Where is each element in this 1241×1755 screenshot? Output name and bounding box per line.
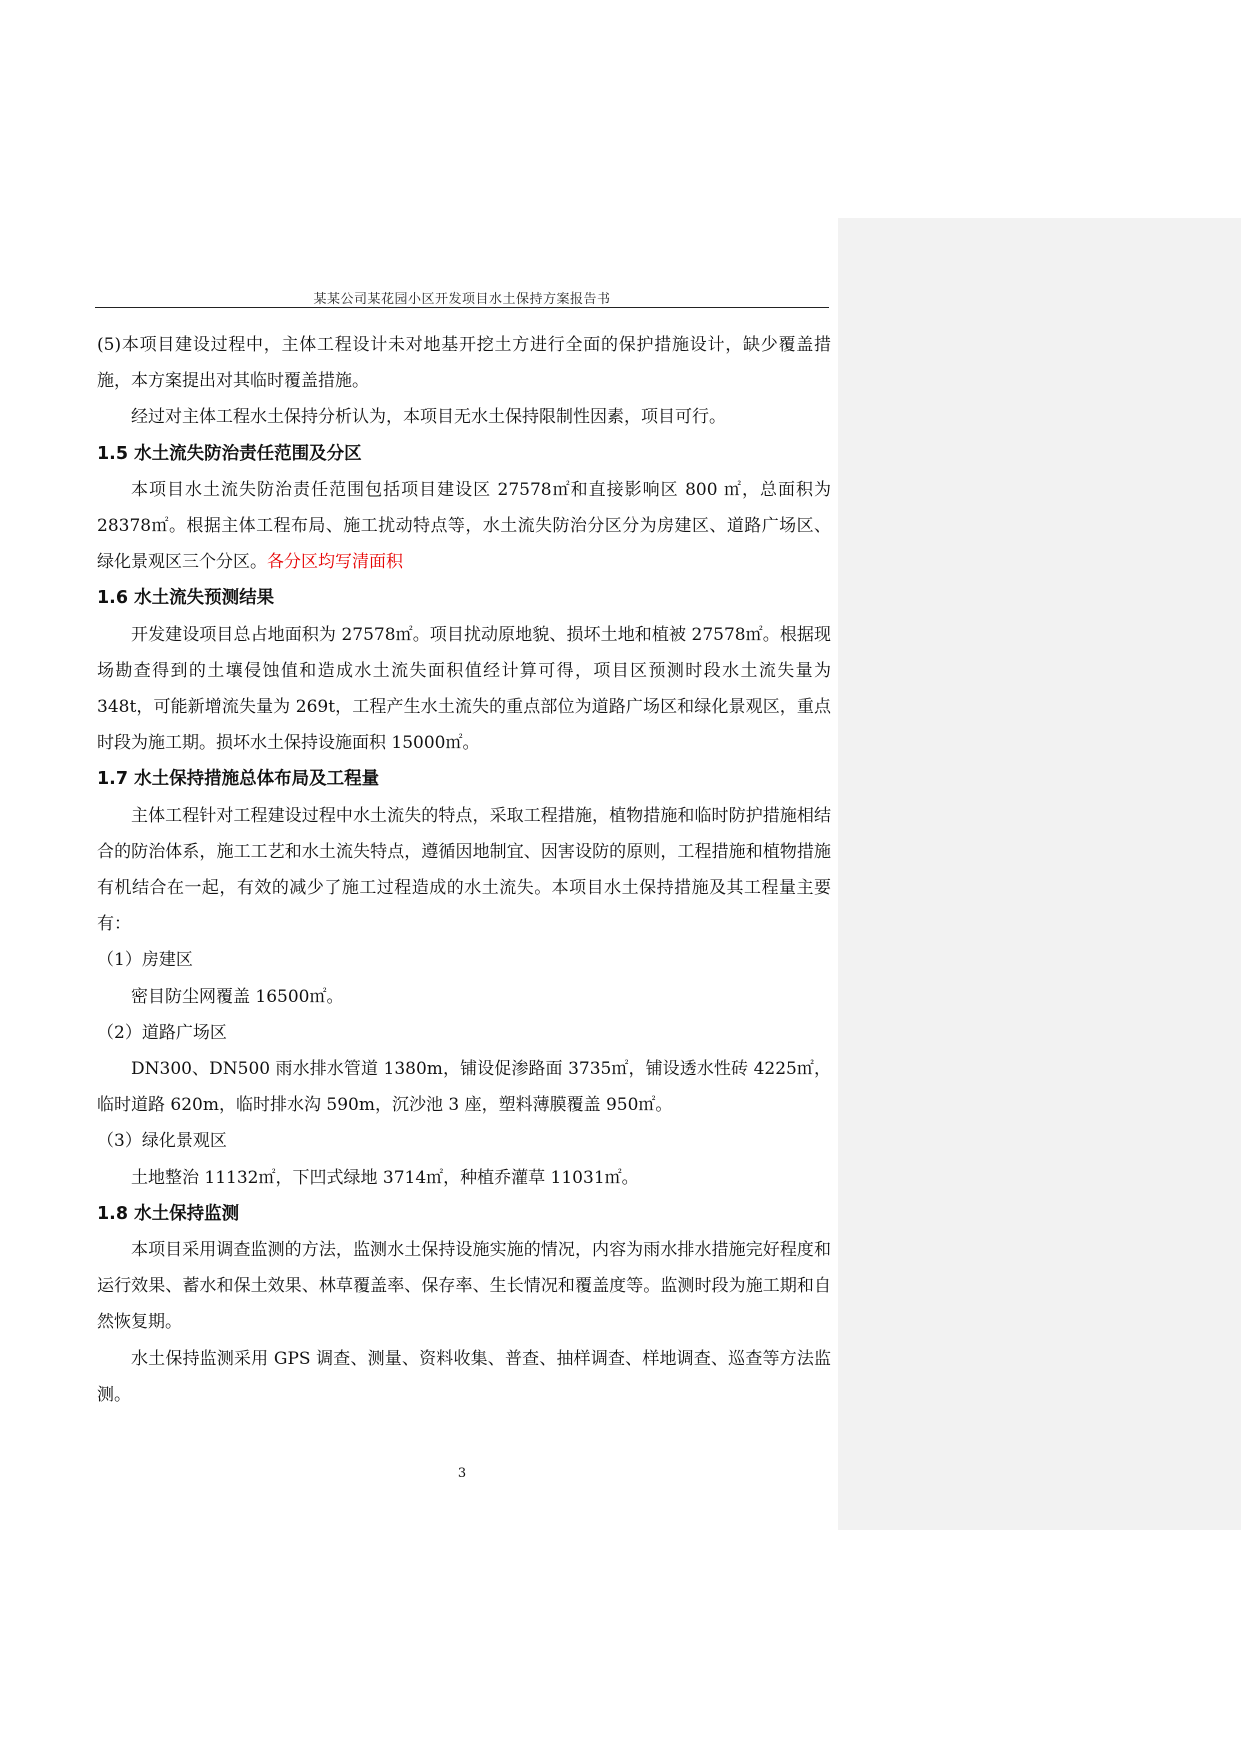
paragraph: 水土保持监测采用 GPS 调查、测量、资料收集、普查、抽样调查、样地调查、巡查等方法监测。	[97, 1348, 831, 1405]
comment-margin-pane	[838, 218, 1241, 1530]
section-heading-1-5: 1.5 水土流失防治责任范围及分区	[97, 443, 362, 464]
list-item-heading: （3）绿化景观区	[97, 1131, 227, 1152]
paragraph: (5)本项目建设过程中，主体工程设计未对地基开挖土方进行全面的保护措施设计，缺少覆盖措施，本方案提出对其临时覆盖措施。	[97, 335, 831, 392]
page-number: 3	[457, 1466, 467, 1481]
list-item-text: 密目防尘网覆盖 16500㎡。	[131, 986, 344, 1007]
paragraph-text: 本项目水土流失防治责任范围包括项目建设区 27578㎡和直接影响区 800 ㎡，总面积为 28378㎡。根据主体工程布局、施工扰动特点等，水土流失防治分区分为房建区、道路广场区、绿化景观区三个分区。	[97, 479, 831, 573]
document-body	[97, 327, 831, 1413]
paragraph: 主体工程针对工程建设过程中水土流失的特点，采取工程措施，植物措施和临时防护措施相结合的防治体系，施工工艺和水土流失特点，遵循因地制宜、因害设防的原则，工程措施和植物措施有机结合在一起，有效的减少了施工过程造成的水土流失。本项目水土保持措施及其工程量主要有：	[97, 805, 831, 935]
review-note: 各分区均写清面积	[267, 552, 403, 573]
list-item-text: 土地整治 11132㎡，下凹式绿地 3714㎡，种植乔灌草 11031㎡。	[131, 1167, 639, 1188]
paragraph: 经过对主体工程水土保持分析认为，本项目无水土保持限制性因素，项目可行。	[131, 407, 726, 428]
paragraph: 开发建设项目总占地面积为 27578㎡。项目扰动原地貌、损坏土地和植被 27578㎡。根据现场勘查得到的土壤侵蚀值和造成水土流失面积值经计算可得，项目区预测时段水土流失量为 348t，可能新增流失量为 269t，工程产生水土流失的重点部位为道路广场区和绿化景观区，重点时段为施工期。损坏水土保持设施面积 15000㎡。	[97, 624, 831, 754]
paragraph	[97, 472, 831, 581]
paragraph: 本项目采用调查监测的方法，监测水土保持设施实施的情况，内容为雨水排水措施完好程度和运行效果、蓄水和保土效果、林草覆盖率、保存率、生长情况和覆盖度等。监测时段为施工期和自然恢复期。	[97, 1240, 831, 1333]
header-divider	[95, 307, 829, 308]
list-item-heading: （1）房建区	[97, 950, 193, 971]
list-item-heading: （2）道路广场区	[97, 1022, 227, 1043]
list-item-text: DN300、DN500 雨水排水管道 1380m，铺设促渗路面 3735㎡，铺设透水性砖 4225㎡，临时道路 620m，临时排水沟 590m，沉沙池 3 座，塑料薄膜覆盖 950㎡。	[97, 1059, 831, 1116]
section-heading-1-7: 1.7 水土保持措施总体布局及工程量	[97, 769, 380, 790]
section-heading-1-8: 1.8 水土保持监测	[97, 1203, 240, 1224]
section-heading-1-6: 1.6 水土流失预测结果	[97, 588, 275, 609]
page-header: 某某公司某花园小区开发项目水土保持方案报告书	[313, 292, 611, 307]
